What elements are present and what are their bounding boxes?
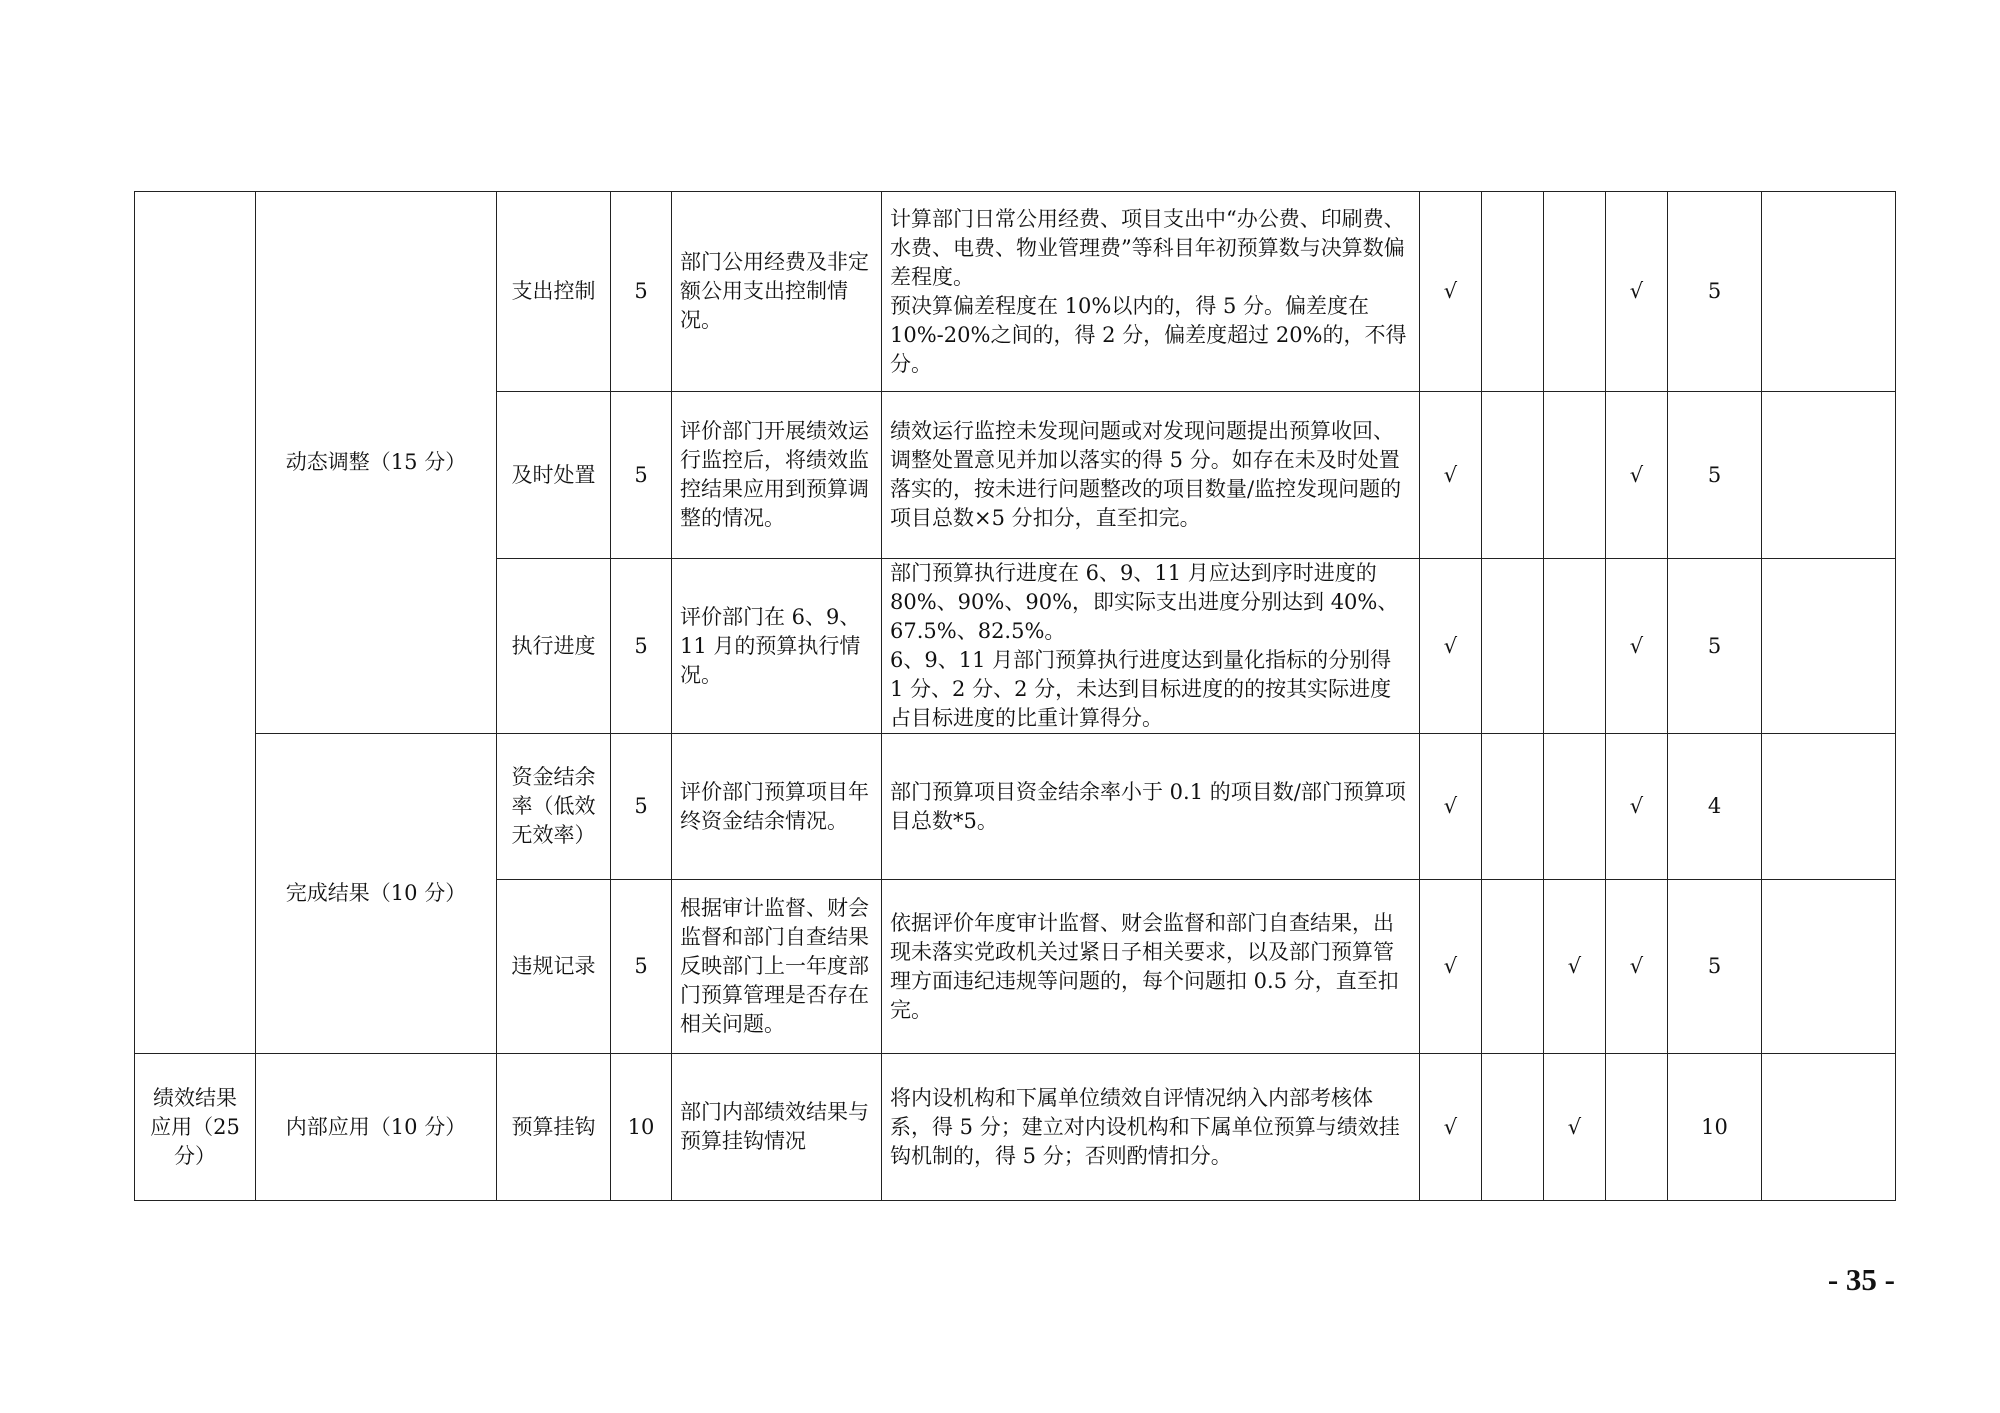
result-score-cell: 5 xyxy=(1668,392,1762,559)
check-cell xyxy=(1544,192,1606,392)
score-cell: 5 xyxy=(611,192,672,392)
indicator-cell: 预算挂钩 xyxy=(497,1054,611,1201)
indicator-cell: 违规记录 xyxy=(497,880,611,1054)
remark-cell xyxy=(1762,880,1896,1054)
check-cell xyxy=(1544,392,1606,559)
check-cell: √ xyxy=(1606,392,1668,559)
check-cell: √ xyxy=(1420,880,1482,1054)
score-cell: 10 xyxy=(611,1054,672,1201)
score-cell: 5 xyxy=(611,392,672,559)
level2-cell: 完成结果（10 分） xyxy=(256,734,497,1054)
check-cell xyxy=(1544,734,1606,880)
level1-cell-empty xyxy=(135,192,256,1054)
result-score-cell: 5 xyxy=(1668,559,1762,734)
page-number: - 35 - xyxy=(1827,1262,1895,1297)
check-cell xyxy=(1544,559,1606,734)
check-cell: √ xyxy=(1420,734,1482,880)
check-cell: √ xyxy=(1544,880,1606,1054)
criteria-cell: 依据评价年度审计监督、财会监督和部门自查结果，出现未落实党政机关过紧日子相关要求，以及部门预算管理方面违纪违规等问题的，每个问题扣 0.5 分，直至扣完。 xyxy=(882,880,1420,1054)
indicator-cell: 执行进度 xyxy=(497,559,611,734)
check-cell: √ xyxy=(1606,192,1668,392)
indicator-cell: 资金结余率（低效无效率） xyxy=(497,734,611,880)
criteria-cell: 绩效运行监控未发现问题或对发现问题提出预算收回、调整处置意见并加以落实的得 5 分。如存在未及时处置落实的，按未进行问题整改的项目数量/监控发现问题的项目总数×5 分扣分，直至扣完。 xyxy=(882,392,1420,559)
check-cell: √ xyxy=(1420,1054,1482,1201)
table-row xyxy=(135,1054,1896,1201)
level2-cell: 内部应用（10 分） xyxy=(256,1054,497,1201)
result-score-cell: 4 xyxy=(1668,734,1762,880)
check-cell: √ xyxy=(1420,392,1482,559)
table-row xyxy=(135,192,1896,392)
description-cell: 评价部门开展绩效运行监控后，将绩效监控结果应用到预算调整的情况。 xyxy=(672,392,882,559)
level2-cell: 动态调整（15 分） xyxy=(256,192,497,734)
criteria-cell: 将内设机构和下属单位绩效自评情况纳入内部考核体系，得 5 分；建立对内设机构和下属单位预算与绩效挂钩机制的，得 5 分；否则酌情扣分。 xyxy=(882,1054,1420,1201)
indicator-cell: 支出控制 xyxy=(497,192,611,392)
check-cell xyxy=(1482,734,1544,880)
table-row xyxy=(135,734,1896,880)
level1-cell: 绩效结果应用（25分） xyxy=(135,1054,256,1201)
evaluation-table xyxy=(134,191,1896,1201)
check-cell: √ xyxy=(1420,559,1482,734)
remark-cell xyxy=(1762,734,1896,880)
check-cell xyxy=(1482,392,1544,559)
check-cell: √ xyxy=(1544,1054,1606,1201)
check-cell: √ xyxy=(1606,559,1668,734)
check-cell: √ xyxy=(1420,192,1482,392)
check-cell: √ xyxy=(1606,734,1668,880)
check-cell: √ xyxy=(1606,880,1668,1054)
description-cell: 部门内部绩效结果与预算挂钩情况 xyxy=(672,1054,882,1201)
description-cell: 部门公用经费及非定额公用支出控制情况。 xyxy=(672,192,882,392)
result-score-cell: 10 xyxy=(1668,1054,1762,1201)
criteria-cell: 部门预算执行进度在 6、9、11 月应达到序时进度的 80%、90%、90%，即实际支出进度分别达到 40%、67.5%、82.5%。 6、9、11 月部门预算执行进度达到量化指标的分别得 1 分、2 分、2 分，未达到目标进度的的按其实际进度占目标进度的比重计算得分。 xyxy=(882,559,1420,734)
check-cell xyxy=(1482,559,1544,734)
remark-cell xyxy=(1762,192,1896,392)
result-score-cell: 5 xyxy=(1668,880,1762,1054)
result-score-cell: 5 xyxy=(1668,192,1762,392)
remark-cell xyxy=(1762,559,1896,734)
description-cell: 根据审计监督、财会监督和部门自查结果反映部门上一年度部门预算管理是否存在相关问题。 xyxy=(672,880,882,1054)
score-cell: 5 xyxy=(611,559,672,734)
criteria-cell: 部门预算项目资金结余率小于 0.1 的项目数/部门预算项目总数*5。 xyxy=(882,734,1420,880)
remark-cell xyxy=(1762,1054,1896,1201)
criteria-cell: 计算部门日常公用经费、项目支出中“办公费、印刷费、水费、电费、物业管理费”等科目年初预算数与决算数偏差程度。 预决算偏差程度在 10%以内的，得 5 分。偏差度在 10%-20%之间的，得 2 分，偏差度超过 20%的，不得分。 xyxy=(882,192,1420,392)
check-cell xyxy=(1482,1054,1544,1201)
remark-cell xyxy=(1762,392,1896,559)
description-cell: 评价部门在 6、9、11 月的预算执行情况。 xyxy=(672,559,882,734)
score-cell: 5 xyxy=(611,734,672,880)
check-cell xyxy=(1482,880,1544,1054)
description-cell: 评价部门预算项目年终资金结余情况。 xyxy=(672,734,882,880)
indicator-cell: 及时处置 xyxy=(497,392,611,559)
score-cell: 5 xyxy=(611,880,672,1054)
check-cell xyxy=(1482,192,1544,392)
check-cell xyxy=(1606,1054,1668,1201)
